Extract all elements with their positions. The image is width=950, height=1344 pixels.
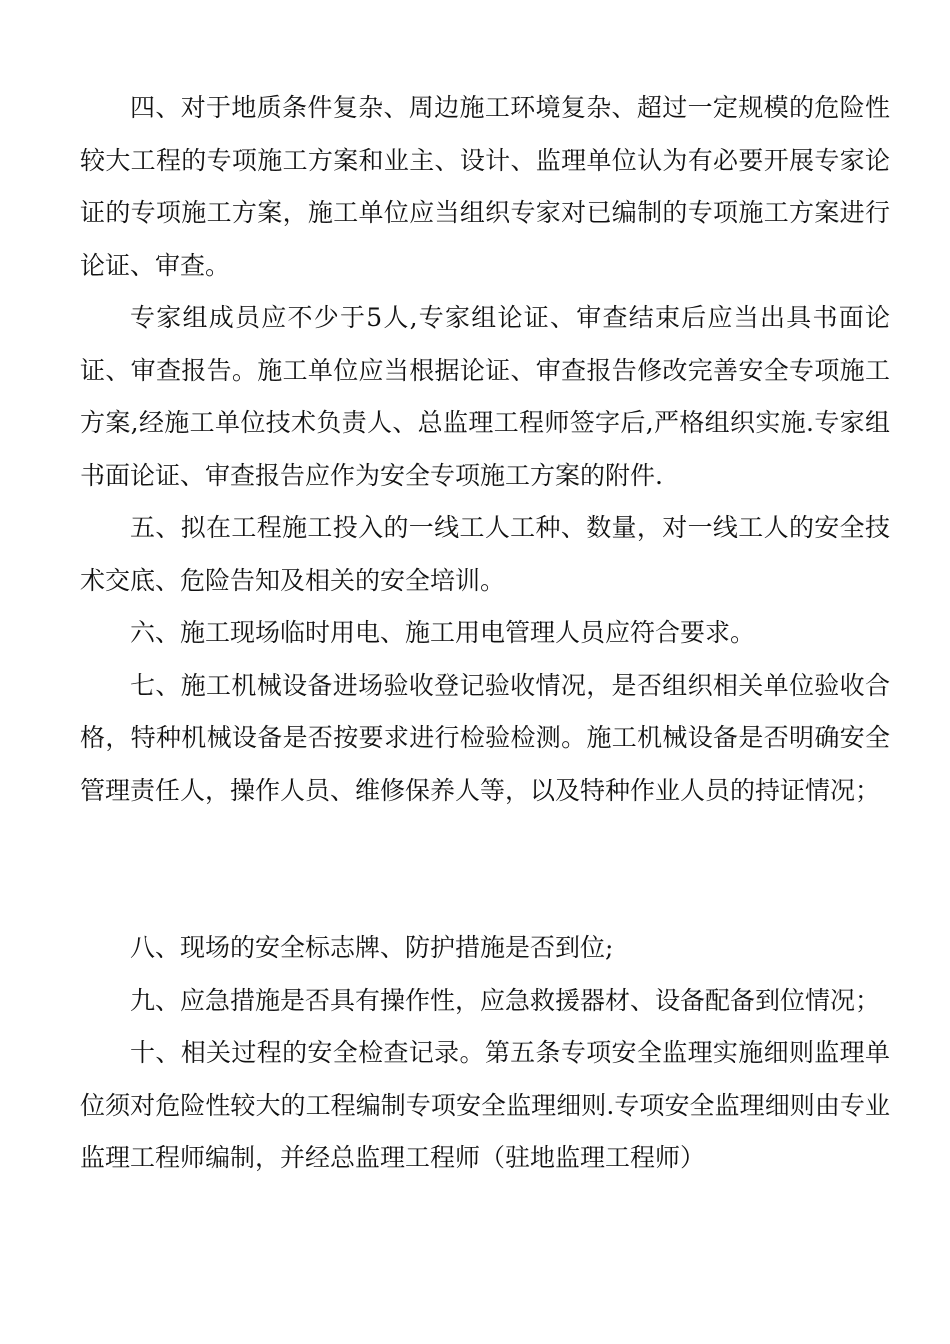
paragraph-expert-panel: 专家组成员应不少于5人,专家组论证、审查结束后应当出具书面论证、审查报告。施工单位应当根据论证、审查报告修改完善安全专项施工方案,经施工单位技术负责人、总监理工程师签字后,严格组织实施.专家组书面论证、审查报告应作为安全专项施工方案的附件. (80, 303, 890, 490)
paragraph-item-10-inspection: 十、相关过程的安全检查记录。第五条专项安全监理实施细则监理单位须对危险性较大的工程编制专项安全监理细则.专项安全监理细则由专业监理工程师编制，并经总监理工程师（驻地监理工程师） (80, 1038, 890, 1172)
paragraph-item-5-workers: 五、拟在工程施工投入的一线工人工种、数量，对一线工人的安全技术交底、危险告知及相关的安全培训。 (80, 513, 890, 595)
paragraph-item-8-signage: 八、现场的安全标志牌、防护措施是否到位; (130, 933, 614, 962)
paragraph-item-4-expert-review: 四、对于地质条件复杂、周边施工环境复杂、超过一定规模的危险性较大工程的专项施工方案和业主、设计、监理单位认为有必要开展专家论证的专项施工方案，施工单位应当组织专家对已编制的专项施工方案进行论证、审查。 (80, 93, 890, 280)
document-body (80, 82, 890, 1185)
paragraph-item-9-emergency: 九、应急措施是否具有操作性，应急救援器材、设备配备到位情况； (130, 985, 881, 1015)
paragraph-item-6-electricity: 六、施工现场临时用电、施工用电管理人员应符合要求。 (130, 618, 756, 647)
paragraph-item-7-machinery: 七、施工机械设备进场验收登记验收情况，是否组织相关单位验收合格，特种机械设备是否按要求进行检验检测。施工机械设备是否明确安全管理责任人，操作人员、维修保养人等，以及特种作业人员的持证情况； (80, 670, 890, 805)
